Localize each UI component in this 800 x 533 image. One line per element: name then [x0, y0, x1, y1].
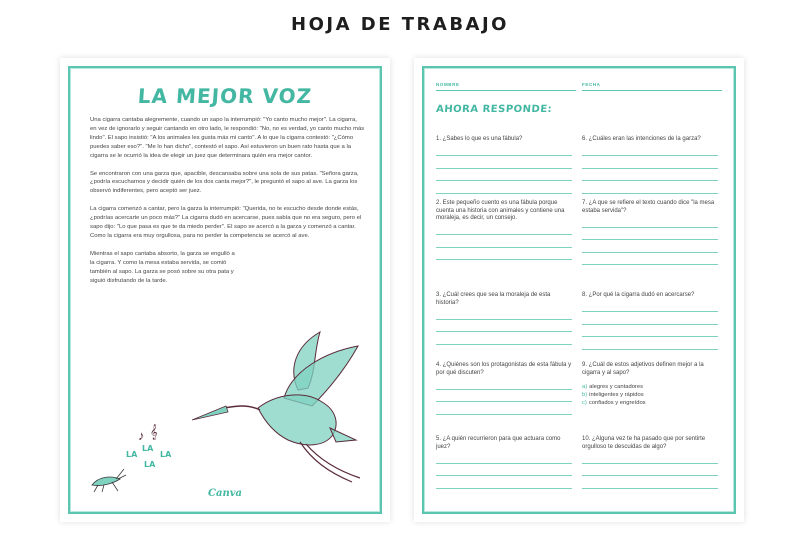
question-text: 5. ¿A quién recurrieron para que actuara como juez?: [436, 436, 561, 450]
date-field[interactable]: [582, 90, 722, 91]
answer-line[interactable]: [582, 156, 718, 169]
answer-line[interactable]: [582, 253, 718, 266]
answer-line[interactable]: [582, 240, 718, 253]
answer-line[interactable]: [582, 325, 718, 338]
answer-line[interactable]: [436, 144, 572, 157]
answer-line[interactable]: [582, 476, 718, 489]
question-5: [436, 436, 572, 489]
question-text: 8. ¿Por qué la cigarra dudó en acercarse?: [582, 292, 695, 298]
answer-line[interactable]: [436, 248, 572, 261]
story-paragraph-4: Mientras el sapo cantaba absorto, la garza se engulló a la cigarra. Y como la mesa estaba servida, se comió también al sapo. La garza se posó sobre su otra pata y siguió disfrutando de la tarde.: [90, 250, 235, 284]
answer-line[interactable]: [436, 390, 572, 403]
story-paragraph-1: Una cigarra cantaba alegremente, cuando un sapo la interrumpió: "Yo canto mucho mejor". La cigarra, en vez de ignorarlo y seguir cantando en otro lado, le respondió: "No, no es verdad, yo canto mucho más lindo". El sapo insistió: "A los animales les gusta más mi canto". A lo que la cigarra contestó: "¿Cómo puedes saber eso?". "Me lo han dicho", contestó el sapo. Así estuvieron un buen rato hasta que a la cigarra se le ocurrió la idea de elegir un juez que determinara quién era mejor cantor.: [90, 117, 365, 159]
answer-line[interactable]: [436, 320, 572, 333]
canva-logo: Canva: [208, 488, 242, 499]
option-letter: c): [582, 400, 587, 407]
option-text: inteligentes y rápidos: [589, 392, 644, 399]
question-text: 1. ¿Sabes lo que es una fábula?: [436, 136, 523, 142]
answer-line[interactable]: [436, 464, 572, 477]
answer-line[interactable]: [582, 228, 718, 241]
question-6: [582, 136, 718, 194]
answer-line[interactable]: [436, 451, 572, 464]
treble-clef-icon: 𝄞: [150, 424, 158, 439]
answer-line[interactable]: [582, 451, 718, 464]
answer-line[interactable]: [436, 156, 572, 169]
question-text: 4. ¿Quiénes son los protagonistas de esta fábula y por qué discuten?: [436, 362, 572, 376]
worksheet-sheet: [414, 58, 744, 522]
name-field[interactable]: [436, 90, 576, 91]
answer-line[interactable]: [436, 332, 572, 345]
answer-line[interactable]: [582, 300, 718, 313]
option-letter: a): [582, 384, 588, 391]
answer-line[interactable]: [436, 377, 572, 390]
song-la-3: LA: [160, 450, 172, 459]
worksheet-heading: AHORA RESPONDE:: [435, 104, 553, 115]
question-10: [582, 436, 718, 489]
option-text: alegres y cantadores: [589, 384, 643, 391]
question-9: [582, 362, 718, 407]
answer-line[interactable]: [436, 402, 572, 415]
story-paragraph-2: Se encontraron con una garza que, apacible, descansaba sobre una sola de sus patas. "Señora garza, ¿podría escucharnos y decidir quién de los dos canta mejor?", le preguntó el sapo al ave. La garza los observó indiferentes, pero aceptó ser juez.: [90, 170, 359, 195]
answer-line[interactable]: [582, 337, 718, 350]
question-3: [436, 292, 572, 345]
option-c[interactable]: [582, 399, 718, 407]
option-a[interactable]: [582, 383, 718, 391]
answer-line[interactable]: [582, 144, 718, 157]
date-label: FECHA: [582, 82, 601, 87]
name-label: NOMBRE: [436, 82, 460, 87]
question-text: 7. ¿A que se refiere el texto cuando dice "la mesa estaba servida"?: [582, 200, 715, 214]
song-la-4: LA: [144, 460, 156, 469]
option-b[interactable]: [582, 391, 718, 399]
story-sheet: [60, 58, 390, 522]
question-text: 2. Este pequeño cuento es una fábula porque cuenta una historia con animales y contiene una moraleja, es decir, un consejo.: [436, 200, 565, 222]
music-note-icon: ♪: [138, 428, 145, 443]
song-la-2: LA: [142, 444, 154, 453]
answer-line[interactable]: [582, 181, 718, 194]
option-text: confiados y engreídos: [588, 400, 646, 407]
question-text: 9. ¿Cuál de estos adjetivos definen mejor a la cigarra y al sapo?: [582, 362, 704, 376]
answer-line[interactable]: [436, 181, 572, 194]
answer-line[interactable]: [436, 223, 572, 236]
question-2: [436, 200, 572, 260]
answer-line[interactable]: [436, 169, 572, 182]
answer-line[interactable]: [582, 312, 718, 325]
song-la-1: LA: [126, 450, 138, 459]
question-text: 6. ¿Cuáles eran las intenciones de la garza?: [582, 136, 701, 142]
answer-line[interactable]: [436, 235, 572, 248]
answer-line[interactable]: [582, 169, 718, 182]
answer-line[interactable]: [582, 215, 718, 228]
question-7: [582, 200, 718, 265]
question-4: [436, 362, 572, 415]
story-title: LA MEJOR VOZ: [137, 84, 313, 108]
question-1: [436, 136, 572, 194]
answer-line[interactable]: [582, 464, 718, 477]
story-paragraph-3: La cigarra comenzó a cantar, pero la garza la interrumpió: "Querida, no te escucho desde donde estás, ¿podrías acercarte un poco más?" La cigarra dudó en acercarse, pues sabía que no era seguro, pero el sapo dijo: "Lo que pasa es que te da miedo perder". El sapo se acercó a la garza y comenzó a cantar. Como la cigarra era muy orgullosa, para no perder la competencia se acercó al ave.: [90, 206, 362, 239]
question-8: [582, 292, 718, 350]
question-text: 3. ¿Cuál crees que sea la moraleja de esta historia?: [436, 292, 551, 306]
grasshopper-icon: [88, 463, 128, 493]
story-text: [90, 116, 365, 295]
page-title: HOJA DE TRABAJO: [291, 14, 509, 35]
answer-line[interactable]: [436, 476, 572, 489]
answer-line[interactable]: [436, 307, 572, 320]
option-letter: b): [582, 392, 588, 399]
heron-illustration: [188, 328, 368, 488]
question-text: 10. ¿Alguna vez te ha pasado que por sentirte orgulloso te descuidas de algo?: [582, 436, 706, 450]
